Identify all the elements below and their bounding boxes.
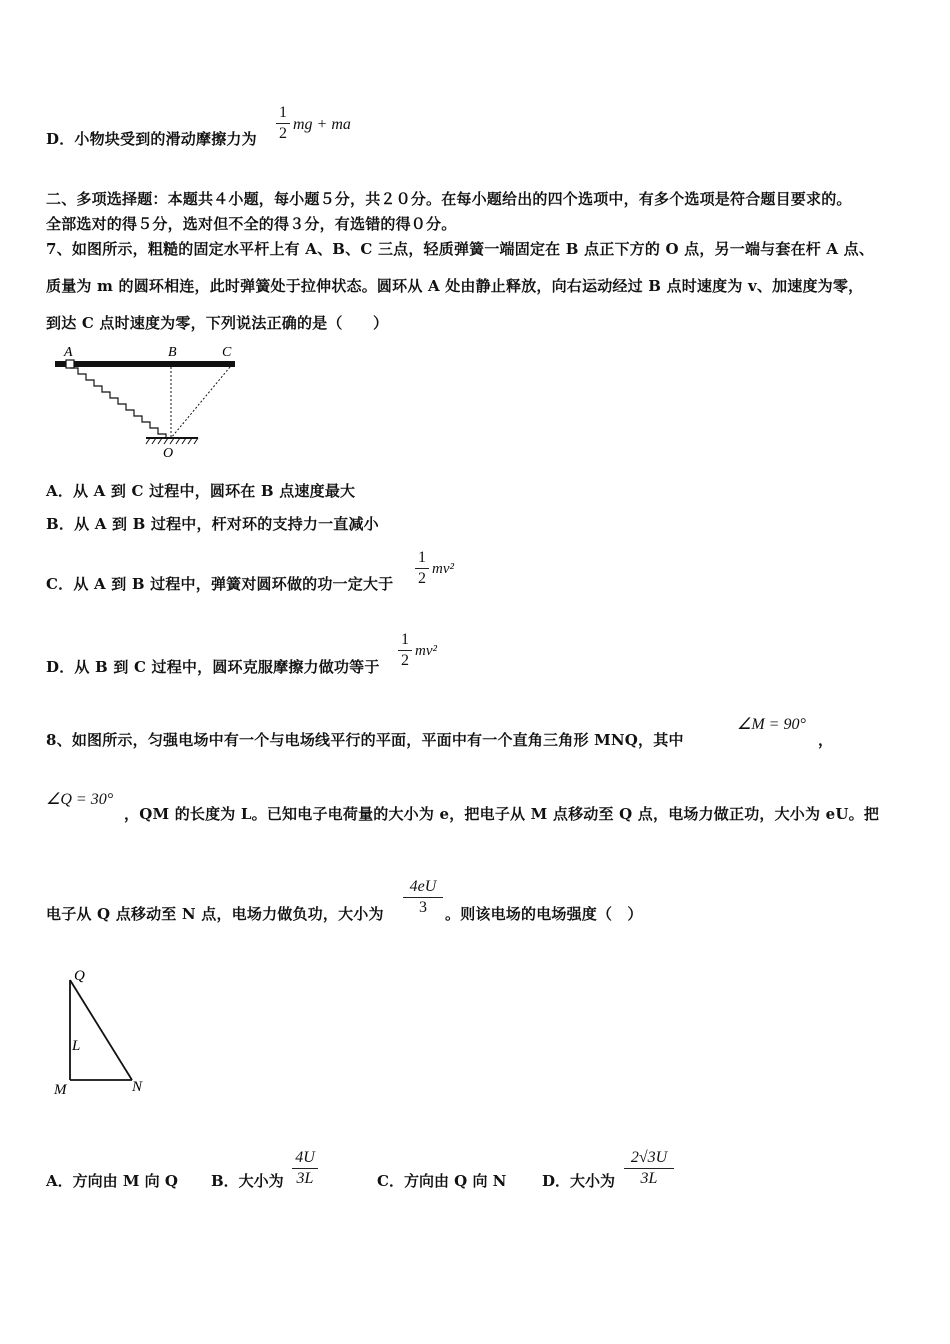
q8-angle-m: ∠M = 90° [737,716,806,733]
q7-option-d-expr: mv² [415,643,437,659]
q7-option-a[interactable]: A．从 A 到 C 过程中，圆环在 B 点速度最大 [46,482,356,500]
q7-option-c-text: C．从 A 到 B 过程中，弹簧对圆环做的功一定大于 [46,575,394,593]
q7-line-co [171,367,230,438]
q7-option-c-expr: mv² [432,561,454,577]
q8-work-fraction: 4eU 3 [403,878,443,917]
q7-ring [66,360,74,368]
q8-stem-line3: 电子从 Q 点移动至 N 点，电场力做负功，大小为 [46,905,384,923]
q7-option-d-fraction: 1 2 [398,631,412,670]
q7-label-b: B [168,345,177,360]
q8-option-b-fraction: 4U 3L [292,1149,318,1188]
q7-option-d-text: D．从 B 到 C 过程中，圆环克服摩擦力做功等于 [46,658,380,676]
q8-option-a[interactable]: A．方向由 M 向 Q [46,1172,178,1190]
q7-label-c: C [222,345,232,360]
q7-stem-line1: 7、如图所示，粗糙的固定水平杆上有 A、B、C 三点，轻质弹簧一端固定在 B 点正下方的 O 点，另一端与套在杆 A 点、 [46,240,875,258]
q8-label-m: M [54,1082,67,1098]
q8-option-c[interactable]: C．方向由 Q 向 N [377,1172,507,1190]
q8-side-qn [70,980,132,1080]
q8-stem-line3-end: 。则该电场的电场强度（ ） [445,905,643,923]
q7-option-c-fraction: 1 2 [415,549,429,588]
q7-stem-line2: 质量为 m 的圆环相连，此时弹簧处于拉伸状态。圆环从 A 处由静止释放，向右运动经过 B 点时速度为 v、加速度为零， [46,277,864,295]
q6-option-d-fraction: 1 2 [276,104,290,143]
q8-label-l: L [72,1038,81,1054]
q6-option-d-expr: mg + ma [293,116,351,133]
section2-header-line2: 全部选对的得５分，选对但不全的得３分，有选错的得０分。 [46,215,457,233]
q8-label-q: Q [74,968,85,984]
q8-option-d-text: D．大小为 [542,1172,616,1190]
q6-option-d-text: D．小物块受到的滑动摩擦力为 [46,130,257,148]
q8-angle-q: ∠Q = 30° [46,791,114,808]
q6-option-d[interactable] [46,128,257,149]
q7-stem-line3: 到达 C 点时速度为零，下列说法正确的是（ ） [46,314,389,332]
q7-spring [70,368,172,438]
q7-rod [55,361,235,367]
q8-stem-line1: 8、如图所示，匀强电场中有一个与电场线平行的平面，平面中有一个直角三角形 MNQ，其中 [46,731,684,749]
q7-label-o: O [163,446,174,461]
q7-label-a: A [64,345,73,360]
q8-figure [50,960,160,1100]
q8-stem-line1-end: ， [818,731,834,749]
q8-option-d[interactable] [542,1170,615,1191]
q8-option-d-fraction: 2√3U 3L [624,1149,674,1188]
q7-option-d[interactable] [46,656,380,677]
q8-label-n: N [132,1079,143,1095]
q7-figure [50,340,250,462]
q8-stem-line2: ，QM 的长度为 L。已知电子电荷量的大小为 e，把电子从 M 点移动至 Q 点，电场力做正功，大小为 eU。把 [124,805,880,823]
q8-option-b[interactable] [211,1170,284,1191]
section2-header-line1: 二、多项选择题：本题共４小题，每小题５分，共２０分。在每小题给出的四个选项中，有多个选项是符合题目要求的。 [46,190,852,208]
q7-option-b[interactable]: B．从 A 到 B 过程中，杆对环的支持力一直减小 [46,515,379,533]
q8-option-b-text: B．大小为 [211,1172,284,1190]
q7-option-c[interactable] [46,573,393,594]
